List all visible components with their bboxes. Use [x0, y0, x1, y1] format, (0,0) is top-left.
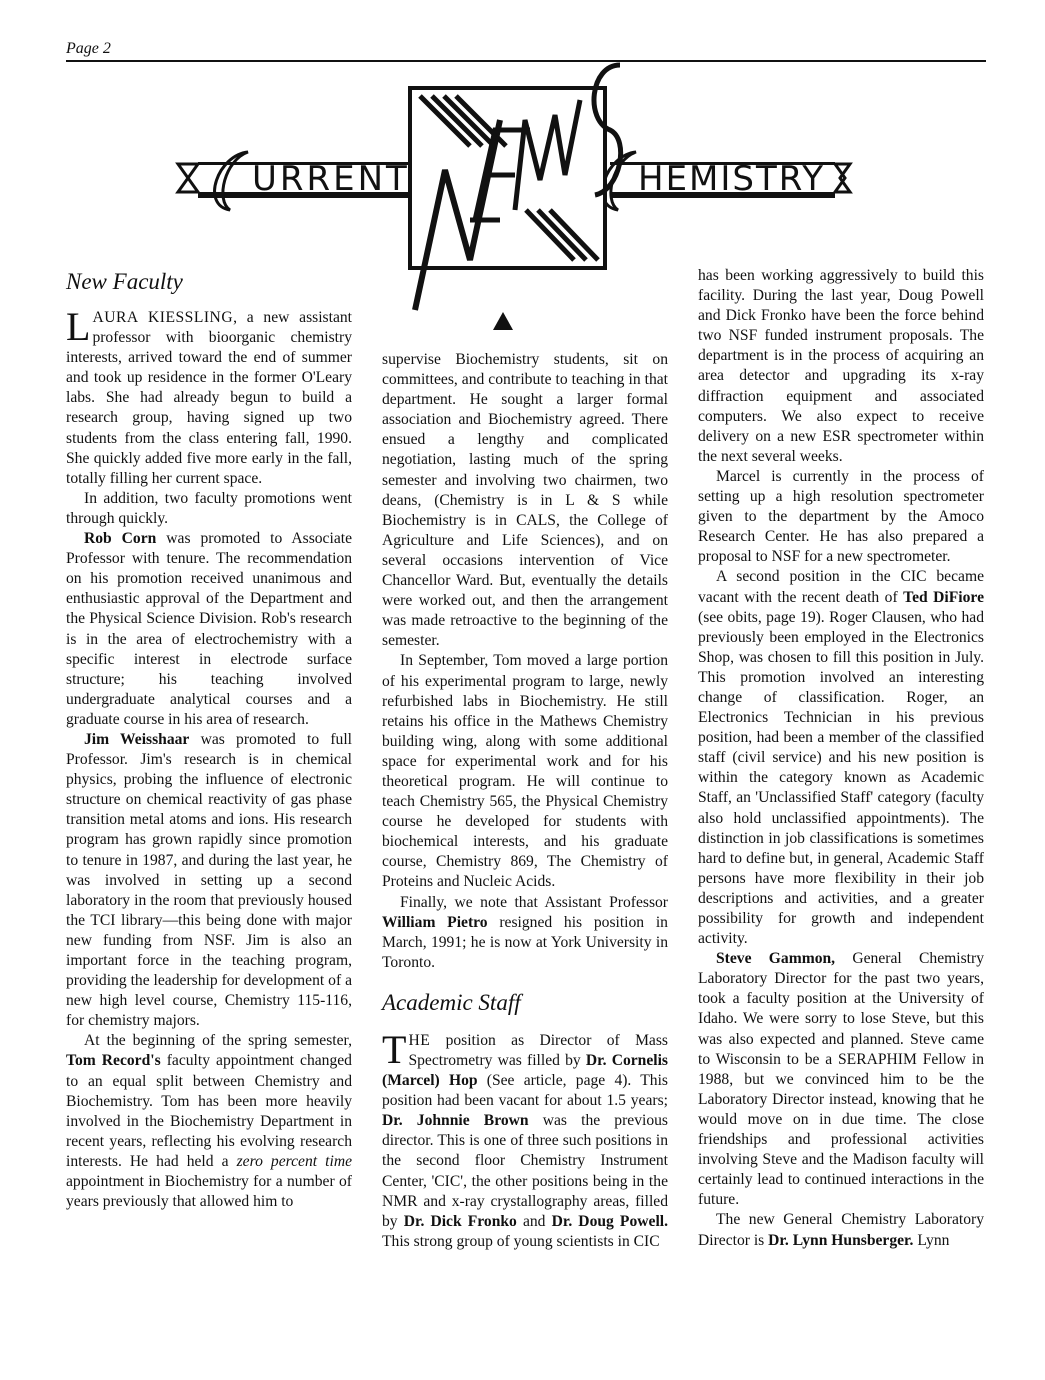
paragraph-record-cont: supervise Biochemistry students, sit on committees, and contribute to teaching in that department. He sought a larger formal association and Biochemistry agreed. There ensued a lengthy and complicated negotiation, lasting much of the spring semester and involving two chairmen, two deans, (Chemistry is in L & S while Biochemistry is in CALS, the College of Agriculture and Life Sciences), and on several occasions intervention of Vice Chancellor Ward. But, eventually the details were worked out, and then the arrangement was made retroactive to the beginning of the semester. — [382, 351, 668, 650]
paragraph-mass-spec: THE position as Director of Mass Spectrometry was filled by Dr. Cornelis (Marcel) Hop (See article, page 4). This position had been vacant for about 1.5 years; Dr. Johnnie Brown was the previous director. This is one of three such positions in the second floor Chemistry Instrument Center, 'CIC', the other positions being in the NMR and x-ray crystallography areas, filled by Dr. Dick Fronko and Dr. Doug Powell. This strong group of young scientists in CIC — [382, 1026, 669, 1250]
paragraph-marcel: Marcel is currently in the process of setting up a high resolution spectrometer given to the department by the Amoco Research Center. He has also prepared a proposal to NSF for a new spectrometer. — [698, 467, 984, 566]
column-3 — [698, 266, 984, 1251]
paragraph-promotions: In addition, two faculty promotions went through quickly. — [66, 489, 352, 527]
paragraph-gammon: Steve Gammon, General Chemistry Laboratory Director for the past two years, took a faculty position at the University of Idaho. We were sorry to lose Steve, but this was also expected and planned. Steve came to Wisconsin to be a SERAPHIM Fellow in 1988, but we convinced him to be the Laboratory Director instead, knowing that he would move on in due time. The close friendships and professional activities involving Steve and the Madison faculty will certainly lead to continued interactions in the future. — [698, 950, 984, 1209]
paragraph-pietro: Finally, we note that Assistant Professor William Pietro resigned his position in March, 1991; he is now at York University in Toronto. — [382, 893, 668, 971]
paragraph-weisshaar: Jim Weisshaar was promoted to full Professor. Jim's research is in chemical physics, probing the influence of electronic structure on chemical reactivity of gas phase transition metal atoms and ions. His research program has grown rapidly since promotion to tenure in 1987, and during the last year, he was involved in setting up a second laboratory in the room that previously housed the TCI library—this being done with major new funding from NSF. Jim is also an important force in the teaching program, providing the leadership for development of a new high level course, Chemistry 115-116, for chemistry majors. — [66, 730, 352, 1030]
paragraph-corn: Rob Corn was promoted to Associate Professor with tenure. The recommendation on his promotion received unanimous and enthusiastic approval of the Department and the Physical Science Division. Rob's research is in the area of electrochemistry with a specific interest in electrode surface structure; his teaching involved undergraduate analytical courses and a graduate course in his area of research. — [66, 530, 352, 728]
paragraph-cic-position: A second position in the CIC became vacant with the recent death of Ted DiFiore (see obits, page 19). Roger Clausen, who had previously been employed in the Electronics Shop, was chosen to fill this position in July. This promotion involved an interesting change of classification. Roger, an Electronics Technician in his previous position, had been a member of the classified staff (civil service) and his new position is within the category known as Academic Staff, an 'Unclassified Staff' category (faculty also hold unclassified appointments). The distinction in job classifications is sometimes hard to define but, in general, Academic Staff persons have more flexibility in their job descriptions and activities, and a greater possibility for growth and independent activity. — [698, 568, 984, 948]
masthead-current: URRENT — [252, 159, 410, 199]
column-divider-triangle — [493, 312, 513, 330]
drop-cap-l: L — [66, 304, 91, 349]
paragraph-facility: has been working aggressively to build this facility. During the last year, Doug Powell and Dick Fronko have been the force behind two NSF funded instrument proposals. The department is in the process of acquiring an area detector and upgrading its x-ray diffraction equipment and associated computers. We also expect to receive delivery on a new ESR spectrometer within the next several weeks. — [698, 267, 984, 465]
column-1 — [66, 268, 352, 1212]
page-number: Page 2 — [66, 40, 111, 57]
heading-new-faculty: New Faculty — [66, 269, 183, 294]
paragraph-tom-move: In September, Tom moved a large portion of his experimental program to large, newly refurbished labs in Biochemistry. He still retains his office in the Mathews Chemistry building wing, along with some additional space for experimental work and for his theoretical program. He will continue to teach Chemistry 565, the Physical Chemistry course he developed for students with biochemical interests, and his graduate course, Chemistry 869, The Chemistry of Proteins and Nucleic Acids. — [382, 652, 668, 891]
paragraph-kiessling: LAURA KIESSLING, a new assistant professor with bioorganic chemistry interests, arrived toward the end of summer and took up residence in the former O'Leary labs. She had already begun to build a research group, having signed up two students from the class entering fall, 1990. She quickly added five more early in the fall, totally filling her current space. — [66, 304, 352, 487]
drop-cap-t: T — [382, 1026, 407, 1072]
column-2 — [382, 350, 668, 1252]
heading-academic-staff: Academic Staff — [382, 989, 521, 1015]
paragraph-record: At the beginning of the spring semester, Tom Record's faculty appointment changed to an equal split between Chemistry and Biochemistry. Tom has been more heavily involved in the Biochemistry Department in recent years, reflecting his evolving research interests. He had held a zero percent time appointment in Biochemistry for a number of years previously that allowed him to — [66, 1032, 352, 1211]
paragraph-hunsberger: The new General Chemistry Laboratory Director is Dr. Lynn Hunsberger. Lynn — [698, 1211, 984, 1249]
masthead-chemistry: HEMISTRY — [638, 159, 825, 199]
